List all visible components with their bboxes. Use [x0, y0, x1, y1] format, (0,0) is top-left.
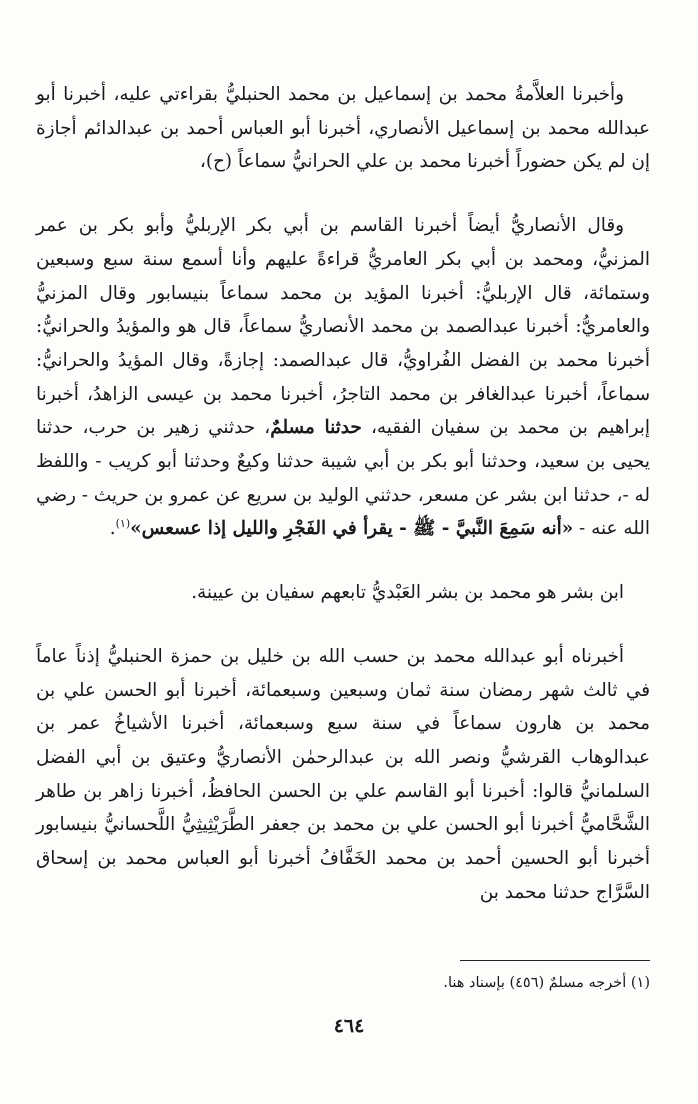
- hadith-text: «أنه سَمِعَ النَّبيَّ - ﷺ - يقرأ في الفَجْرِ والليل إذا عسعس»: [130, 518, 574, 540]
- bold-narrator: حدثنا مسلمٌ: [270, 417, 362, 439]
- footnote: [36, 970, 650, 996]
- paragraph-text: .: [109, 518, 116, 540]
- paragraph-text: ابن بشر هو محمد بن بشر العَبْديُّ تابعهم سفيان بن عيينة.: [191, 582, 624, 604]
- page-number: ٤٦٤: [333, 1015, 365, 1037]
- footnote-reference[interactable]: (١): [115, 517, 131, 531]
- paragraph-note: [36, 576, 650, 610]
- paragraph-chain-2: [36, 209, 650, 546]
- paragraph-text: وقال الأنصاريُّ أيضاً أخبرنا القاسم بن أبي بكر الإربليُّ وأبو بكر بن عمر المزنيُّ، ومحمد بن أبي بكر العامريُّ قراءةً عليهم وأنا أسمع سنة سبع وسبعين وستمائة، قال الإربليُّ: أخبرنا المؤيد بن محمد سماعاً بنيسابور وقال المزنيُّ والعامريُّ: أخبرنا عبدالصمد بن محمد الأنصاريُّ سماعاً، قال هو والمؤيدُ والحرانيُّ: أخبرنا محمد بن الفضل الفُراويُّ، قال عبدالصمد: إجازةً، وقال المؤيدُ والحرانيُّ: سماعاً، أخبرنا عبدالغافر بن محمد التاجرُ، أخبرنا محمد بن عيسى الزاهدُ، أخبرنا إبراهيم بن محمد بن سفيان الفقيه،: [36, 215, 651, 439]
- paragraph-chain-3: [36, 640, 650, 910]
- footnote-text: (١) أخرجه مسلمٌ (٤٥٦) بإسناد هنا.: [443, 975, 650, 991]
- paragraph-chain-1: [36, 78, 650, 179]
- paragraph-text: ، حدثني زهير بن حرب، حدثنا يحيى بن سعيد، وحدثنا أبو بكر بن أبي شيبة حدثنا وكيعٌ وحدثنا أبو كريب - واللفظ له -، حدثنا ابن بشر عن مسعر، حدثني الوليد بن سريع عن عمرو بن حريث - رضي الله عنه -: [36, 417, 650, 540]
- paragraph-text: أخبرناه أبو عبدالله محمد بن حسب الله بن خليل بن حمزة الحنبليُّ إذناً عاماً في ثالث شهر رمضان سنة ثمان وسبعين وسبعمائة، أخبرنا أبو الحسن علي بن محمد بن هارون سماعاً في سنة سبع وسبعمائة، أخبرنا الأشياخُ عمر بن عبدالوهاب القرشيُّ ونصر الله بن عبدالرحمٰن الأنصاريُّ وعتيق بن أبي الفضل السلمانيُّ قالوا: أخبرنا أبو القاسم علي بن الحسن الحافظُ، أخبرنا زاهر بن طاهر الشَّحَّاميُّ أخبرنا أبو الحسن علي بن محمد بن جعفر الطَّرَيْثِيثِيُّ اللَّحسانيُّ بنيسابور أخبرنا أبو الحسين أحمد بن محمد الخَفَّافُ أخبرنا أبو العباس محمد بن إسحاق السَّرَّاج حدثنا محمد بن: [36, 645, 650, 903]
- paragraph-text: وأخبرنا العلاَّمةُ محمد بن إسماعيل بن محمد الحنبليُّ بقراءتي عليه، أخبرنا أبو عبدالله محمد بن إسماعيل الأنصاري، أخبرنا أبو العباس أحمد بن عبدالدائم أجازة إن لم يكن حضوراً أخبرنا محمد بن علي الحرانيُّ سماعاً (ح)،: [36, 84, 650, 173]
- footnote-divider: [460, 960, 650, 961]
